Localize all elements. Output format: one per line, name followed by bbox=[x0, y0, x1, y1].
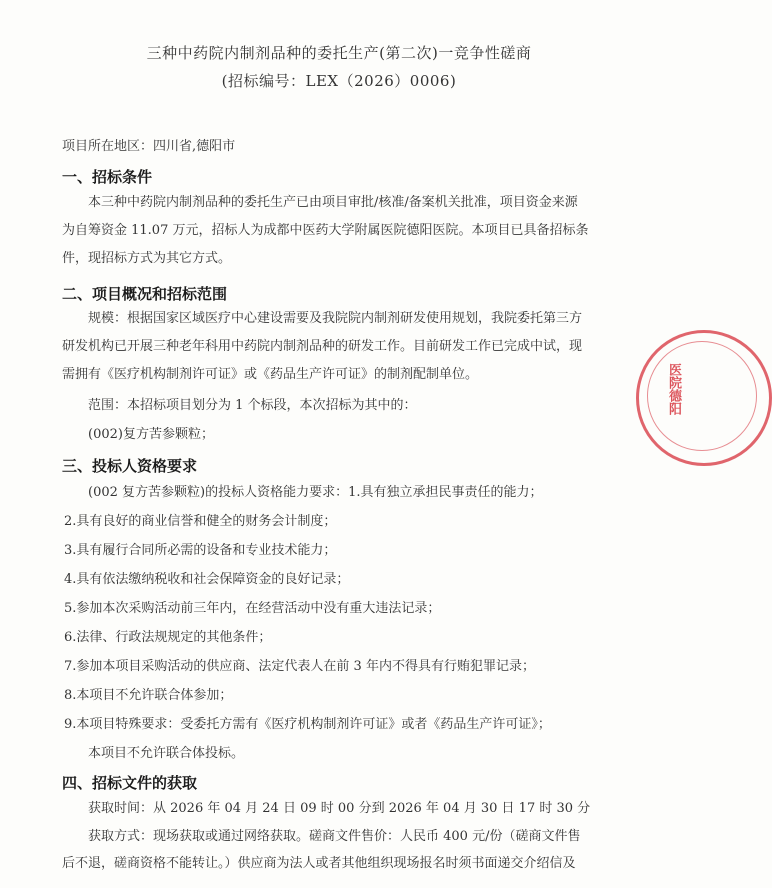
paragraph-line: 范围：本招标项目划分为 1 个标段，本次招标为其中的： bbox=[88, 398, 417, 413]
section-heading-3: 三、投标人资格要求 bbox=[62, 457, 198, 475]
section-heading-4: 四、招标文件的获取 bbox=[62, 774, 198, 792]
seal-text: 医院德阳 bbox=[666, 363, 681, 415]
paragraph-line: (002 复方苦参颗粒)的投标人资格能力要求：1.具有独立承担民事责任的能力； bbox=[88, 485, 543, 500]
requirement-item: 5.参加本次采购活动前三年内，在经营活动中没有重大违法记录； bbox=[64, 601, 441, 616]
paragraph-line: 件，现招标方式为其它方式。 bbox=[62, 251, 232, 266]
requirement-item: 2.具有良好的商业信誉和健全的财务会计制度； bbox=[64, 514, 337, 529]
paragraph-line: 研发机构已开展三种老年科用中药院内制剂品种的研发工作。目前研发工作已完成中试，现 bbox=[62, 339, 583, 354]
requirement-item: 3.具有履行合同所必需的设备和专业技术能力； bbox=[64, 543, 337, 558]
tender-number: (招标编号：LEX（2026）0006) bbox=[221, 72, 457, 90]
paragraph-line: 后不退，磋商资格不能转让。）供应商为法人或者其他组织现场报名时须书面递交介绍信及 bbox=[62, 856, 576, 871]
requirement-item: 7.参加本项目采购活动的供应商、法定代表人在前 3 年内不得具有行贿犯罪记录； bbox=[64, 659, 535, 674]
section-heading-1: 一、招标条件 bbox=[62, 168, 153, 186]
section-heading-2: 二、项目概况和招标范围 bbox=[62, 285, 228, 303]
requirement-item: 4.具有依法缴纳税收和社会保障资金的良好记录； bbox=[64, 572, 350, 587]
paragraph-line: (002)复方苦参颗粒； bbox=[88, 427, 214, 442]
paragraph-line: 本项目不允许联合体投标。 bbox=[88, 746, 245, 761]
paragraph-line: 获取时间：从 2026 年 04 月 24 日 09 时 00 分到 2026 年 04 月 30 日 17 时 30 分 bbox=[88, 801, 591, 816]
requirement-item: 6.法律、行政法规规定的其他条件； bbox=[64, 630, 272, 645]
requirement-item: 9.本项目特殊要求：受委托方需有《医疗机构制剂许可证》或者《药品生产许可证》； bbox=[64, 717, 551, 732]
requirement-item: 8.本项目不允许联合体参加； bbox=[64, 688, 233, 703]
paragraph-line: 规模：根据国家区域医疗中心建设需要及我院院内制剂研发使用规划，我院委托第三方 bbox=[88, 311, 583, 326]
paragraph-line: 为自筹资金 11.07 万元，招标人为成都中医药大学附属医院德阳医院。本项目已具备招标条 bbox=[62, 223, 589, 238]
project-location: 项目所在地区：四川省,德阳市 bbox=[62, 139, 236, 154]
paragraph-line: 获取方式：现场获取或通过网络获取。磋商文件售价：人民币 400 元/份（磋商文件售 bbox=[88, 829, 581, 844]
paragraph-line: 需拥有《医疗机构制剂许可证》或《药品生产许可证》的制剂配制单位。 bbox=[62, 367, 479, 382]
document-title: 三种中药院内制剂品种的委托生产(第二次)一竞争性磋商 bbox=[146, 44, 532, 62]
paragraph-line: 本三种中药院内制剂品种的委托生产已由项目审批/核准/备案机关批准，项目资金来源 bbox=[88, 195, 578, 210]
official-seal bbox=[636, 330, 772, 466]
